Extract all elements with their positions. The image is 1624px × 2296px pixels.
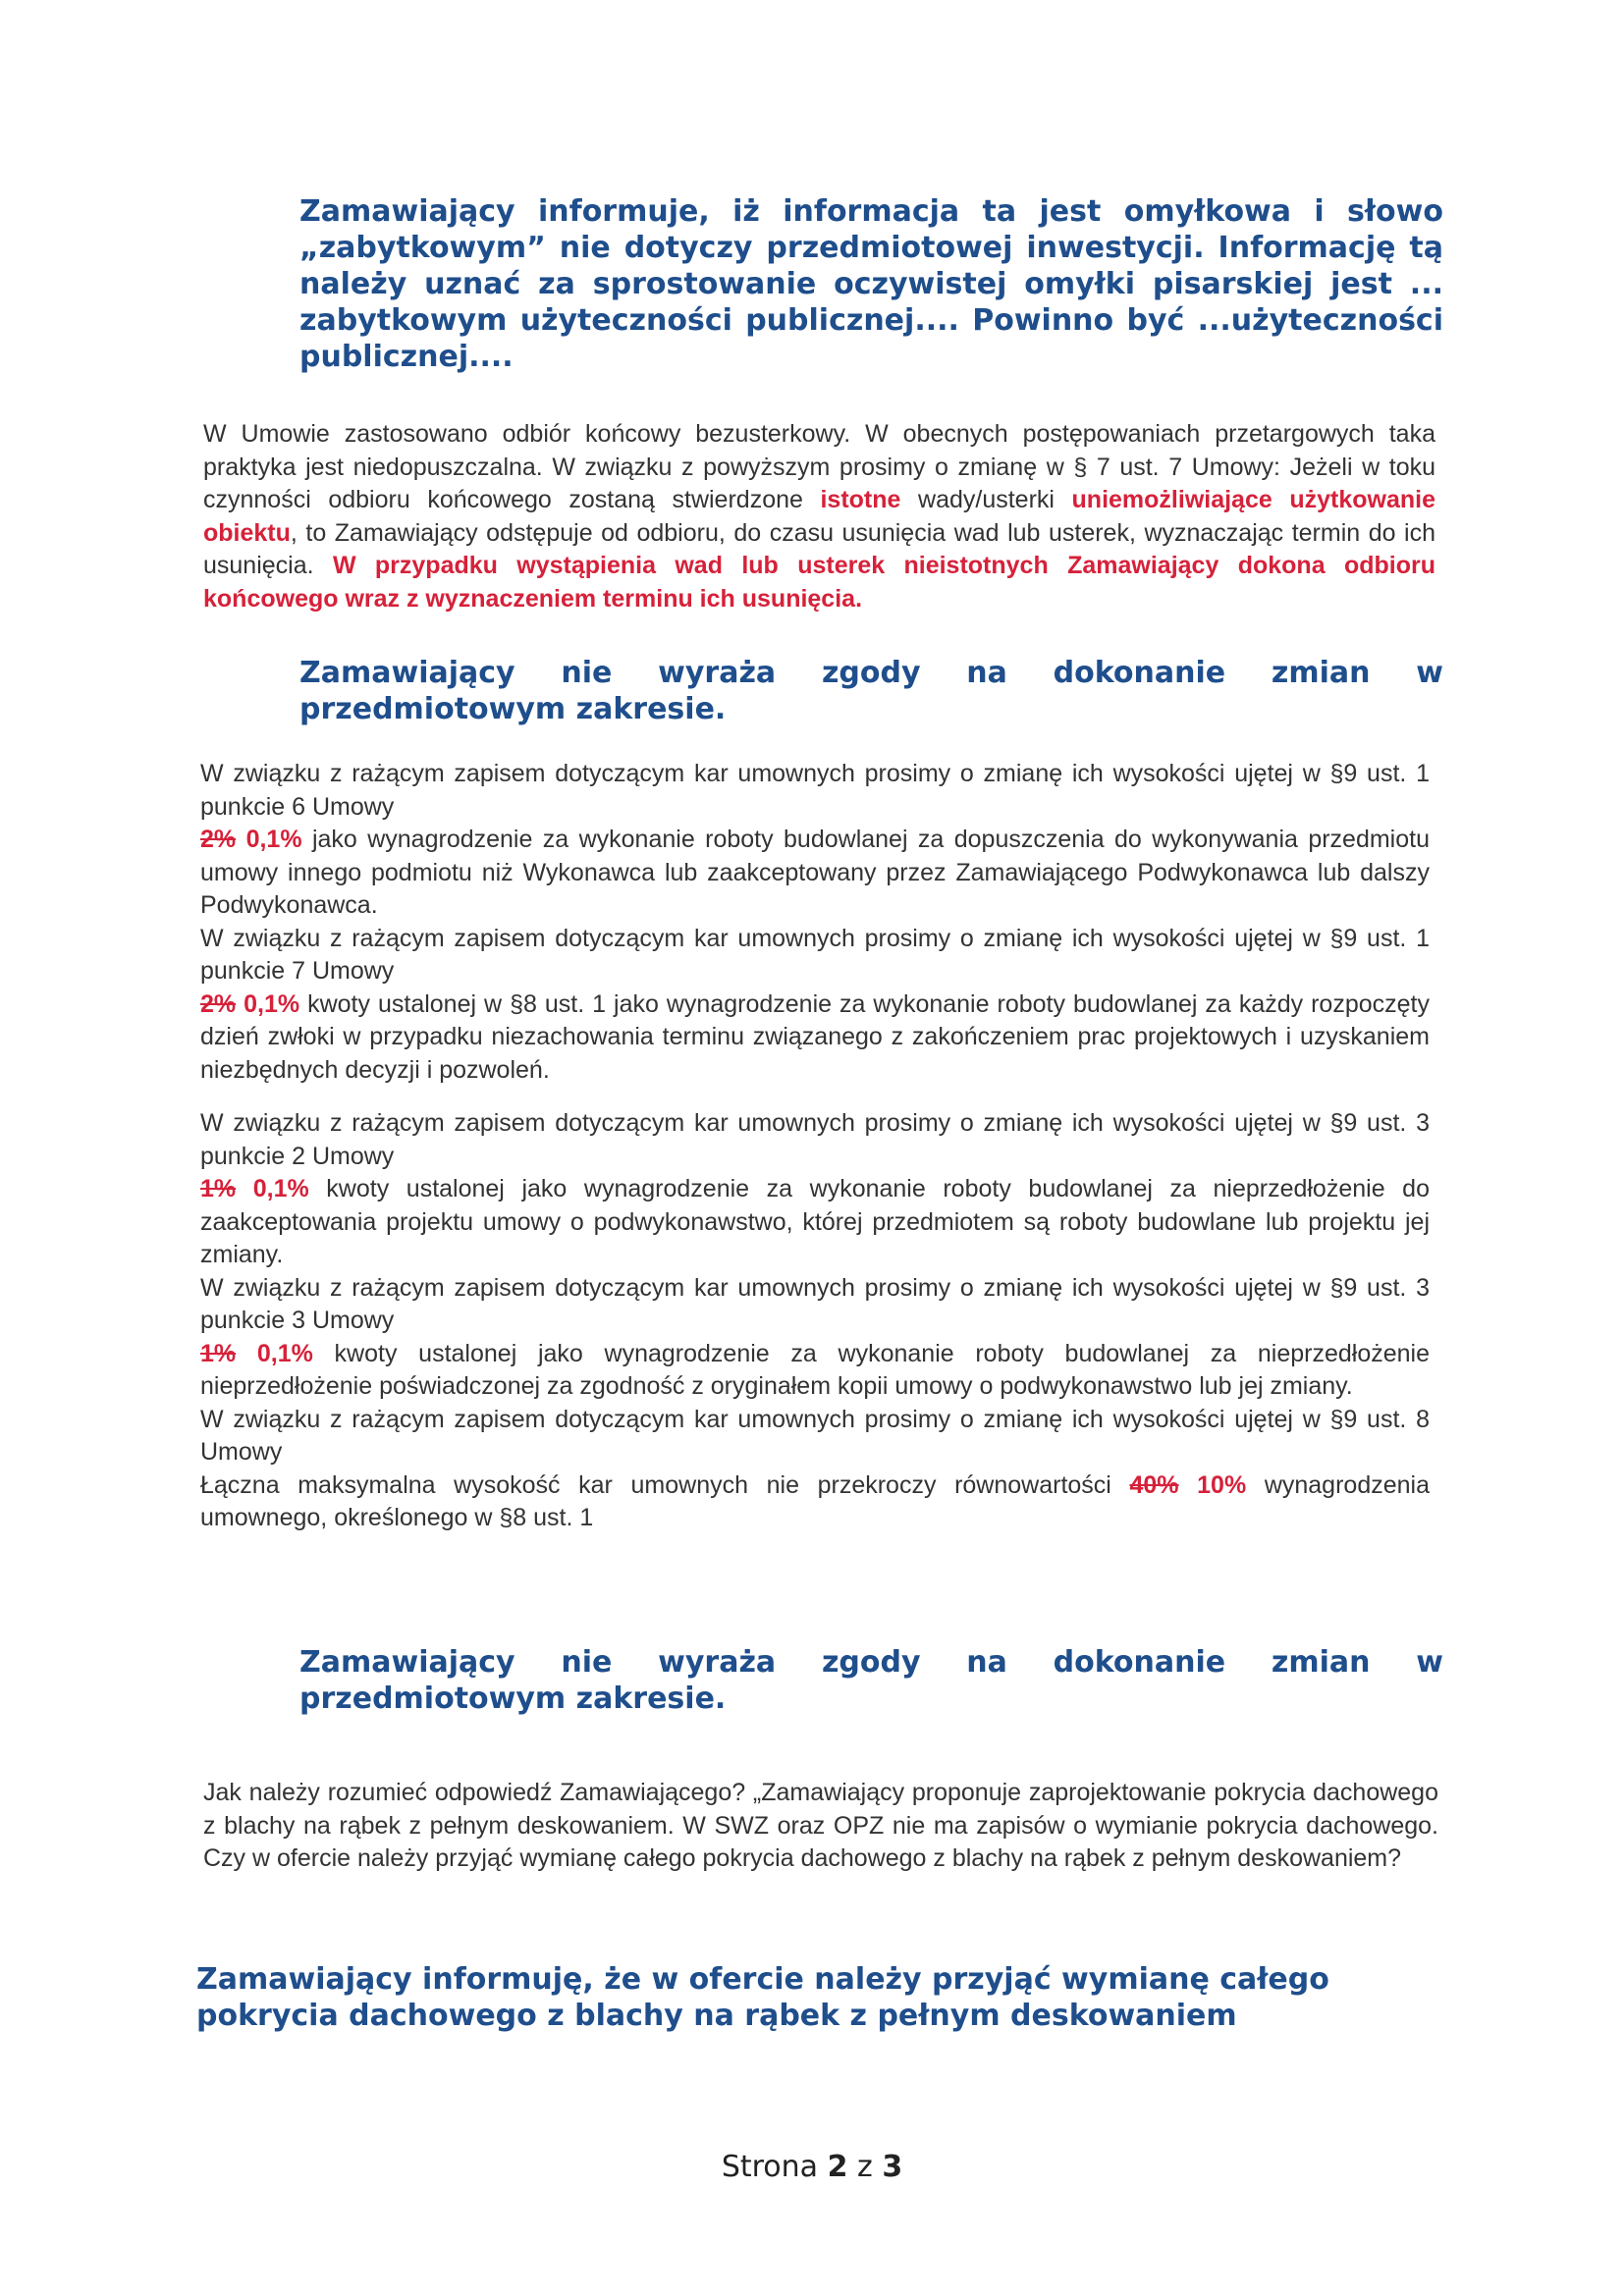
answer-2: Zamawiający nie wyraża zgody na dokonanie zmian w przedmiotowym zakresie. <box>299 656 1443 726</box>
question-3 <box>203 1777 1438 1876</box>
old-value: 1% <box>200 1175 237 1202</box>
question-1 <box>203 418 1435 615</box>
question-2-para: W związku z rażącym zapisem dotyczącym kar umownych prosimy o zmianę ich wysokości ujętej w §9 ust. 1 punkcie 6 Umowy <box>200 760 1430 821</box>
question-1-part: wady/usterki <box>900 486 1072 513</box>
new-value: 0,1% <box>244 989 300 1018</box>
question-2-para: W związku z rażącym zapisem dotyczącym kar umownych prosimy o zmianę ich wysokości ujętej w §9 ust. 3 punkcie 3 Umowy <box>200 1273 1430 1334</box>
question-2-part: wynagrodzenia umownego, określonego w §8 ust. 1 <box>200 1470 1430 1531</box>
question-1-part: W Umowie zastosowano odbiór końcowy bezusterkowy. W obecnych postępowaniach przetargowych taka praktyka jest niedopuszczalna. W związku z powyższym prosimy o zmianę w § 7 ust. 7 Umowy: Jeżeli w toku czynności odbioru końcowego zostaną stwierdzone <box>203 420 1435 513</box>
highlight-text: istotne <box>820 486 901 513</box>
highlight-text: W przypadku wystąpienia wad lub usterek nieistotnych Zamawiający dokona odbioru końcowego wraz z wyznaczeniem terminu ich usunięcia. <box>203 552 1435 613</box>
footer-separator: z <box>857 2150 873 2184</box>
new-value: 10% <box>1197 1470 1247 1499</box>
question-2-para: W związku z rażącym zapisem dotyczącym kar umownych prosimy o zmianę ich wysokości ujętej w §9 ust. 8 Umowy <box>200 1405 1430 1466</box>
question-2-para <box>200 1469 1430 1535</box>
new-value: 0,1% <box>256 1339 313 1367</box>
question-2-para <box>200 988 1430 1088</box>
footer-label: Strona <box>721 2150 819 2184</box>
question-2-para: W związku z rażącym zapisem dotyczącym kar umownych prosimy o zmianę ich wysokości ujętej w §9 ust. 3 punkcie 2 Umowy <box>200 1109 1430 1170</box>
question-2-para: W związku z rażącym zapisem dotyczącym kar umownych prosimy o zmianę ich wysokości ujętej w §9 ust. 1 punkcie 7 Umowy <box>200 924 1430 985</box>
answer-3: Zamawiający nie wyraża zgody na dokonanie zmian w przedmiotowym zakresie. <box>299 1645 1443 1716</box>
total-pages: 3 <box>882 2150 903 2184</box>
old-value: 1% <box>200 1339 237 1367</box>
new-value: 0,1% <box>252 1175 309 1202</box>
question-2-para <box>200 824 1430 923</box>
answer-1: Zamawiający informuje, iż informacja ta jest omyłkowa i słowo „zabytkowym” nie dotyczy przedmiotowej inwestycji. Informację tą należy uznać za sprostowanie oczywistej omyłki pisarskiej jest ... zabytkowym użyteczności publicznej.... Powinno być ...użyteczności publicznej.... <box>299 194 1443 374</box>
question-2 <box>200 758 1430 1535</box>
answer-4: Zamawiający informuję, że w ofercie należy przyjąć wymianę całego pokrycia dachowego z blachy na rąbek z pełnym deskowaniem <box>196 1962 1329 2033</box>
question-2-para <box>200 1338 1430 1404</box>
question-1-part: , to Zamawiający odstępuje od odbioru, do czasu usunięcia wad lub usterek, wyznaczając termin do ich usunięcia. <box>203 518 1435 579</box>
new-value: 0,1% <box>245 826 302 853</box>
question-2-para <box>200 1173 1430 1272</box>
question-2-part: kwoty ustalonej w §8 ust. 1 jako wynagrodzenie za wykonanie roboty budowlanej za każdy rozpoczęty dzień zwłoki w przypadku niezachowania terminu związanego z zakończeniem prac projektowych i uzyskaniem niezbędnych decyzji i pozwoleń. <box>200 989 1430 1084</box>
current-page: 2 <box>827 2150 848 2184</box>
old-value: 2% <box>200 826 237 853</box>
old-value: 40% <box>1129 1470 1179 1499</box>
question-1-text <box>203 418 1435 615</box>
highlight-text: uniemożliwiające użytkowanie obiektu <box>203 486 1435 547</box>
question-3-text: Jak należy rozumieć odpowiedź Zamawiającego? „Zamawiający proponuje zaprojektowanie pokrycia dachowego z blachy na rąbek z pełnym deskowaniem. W SWZ oraz OPZ nie ma zapisów o wymianie pokrycia dachowego. Czy w ofercie należy przyjąć wymianę całego pokrycia dachowego z blachy na rąbek z pełnym deskowaniem? <box>203 1779 1438 1872</box>
question-2-part: Łączna maksymalna wysokość kar umownych nie przekroczy równowartości <box>200 1470 1130 1499</box>
question-2-part: kwoty ustalonej jako wynagrodzenie za wykonanie roboty budowlanej za nieprzedłożenie do zaakceptowania projektu umowy o podwykonawstwo, której przedmiotem są roboty budowlane lub projektu jej zmiany. <box>200 1175 1430 1268</box>
old-value: 2% <box>200 989 237 1018</box>
question-2-part: kwoty ustalonej jako wynagrodzenie za wykonanie roboty budowlanej za nieprzedłożenie nieprzedłożenie poświadczonej za zgodność z oryginałem kopii umowy o podwykonawstwo lub jej zmiany. <box>200 1339 1430 1400</box>
page-footer <box>0 2150 1624 2184</box>
question-2-part: jako wynagrodzenie za wykonanie roboty budowlanej za dopuszczenia do wykonywania przedmiotu umowy innego podmiotu niż Wykonawca lub zaakceptowany przez Zamawiającego Podwykonawca lub dalszy Podwykonawca. <box>200 826 1430 919</box>
